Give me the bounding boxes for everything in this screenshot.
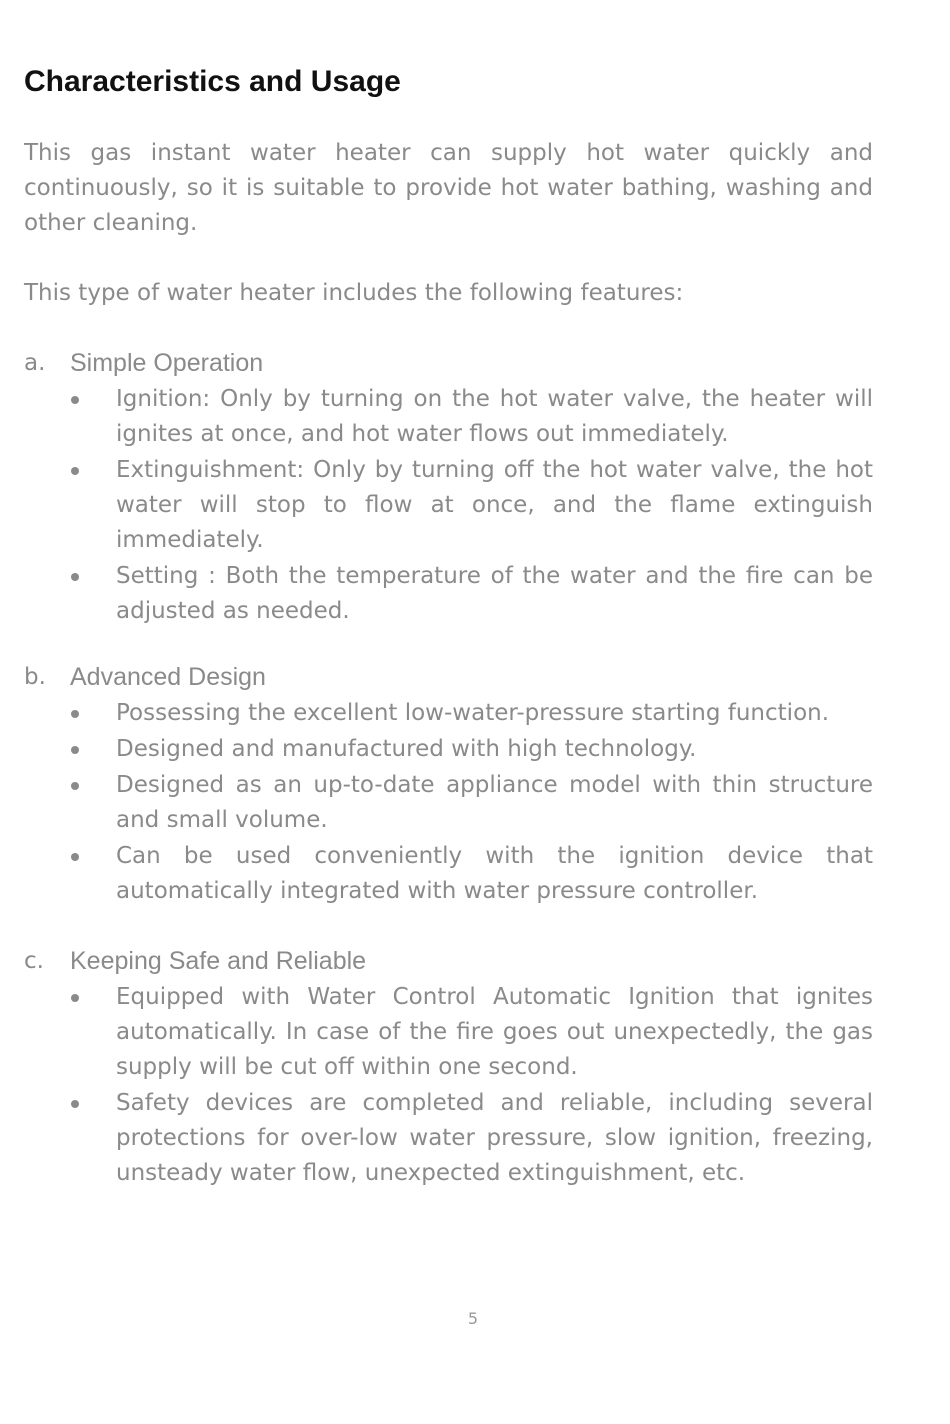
list-item <box>24 453 873 558</box>
list-item <box>24 839 873 909</box>
section-title: Advanced Design <box>70 663 266 691</box>
section-keeping-safe-and-reliable <box>24 944 873 1192</box>
bullet-icon <box>71 853 79 861</box>
section-heading <box>24 660 873 696</box>
bullet-list <box>24 696 873 909</box>
list-item-text: Equipped with Water Control Automatic Ignition that ignites automatically. In case of the fire goes out unexpectedly, the gas supply will be cut off within one second. <box>116 984 873 1080</box>
section-letter: b. <box>24 664 46 690</box>
list-item <box>24 732 873 767</box>
list-item-text: Ignition: Only by turning on the hot water valve, the heater will ignites at once, and hot water flows out immediately. <box>116 386 873 447</box>
bullet-icon <box>71 1100 79 1108</box>
list-item-text: Designed as an up-to-date appliance model with thin structure and small volume. <box>116 772 873 833</box>
bullet-list <box>24 980 873 1191</box>
bullet-icon <box>71 710 79 718</box>
bullet-icon <box>71 746 79 754</box>
features-intro-paragraph: This type of water heater includes the following features: <box>24 280 684 306</box>
bullet-icon <box>71 994 79 1002</box>
list-item <box>24 559 873 629</box>
section-title: Keeping Safe and Reliable <box>70 947 367 975</box>
section-advanced-design <box>24 660 873 910</box>
bullet-icon <box>71 396 79 404</box>
list-item-text: Safety devices are completed and reliable, including several protections for over-low water pressure, slow ignition, freezing, unsteady water flow, unexpected extinguishment, etc. <box>116 1090 873 1186</box>
list-item <box>24 1086 873 1191</box>
bullet-icon <box>71 467 79 475</box>
list-item-text: Possessing the excellent low-water-pressure starting function. <box>116 700 830 726</box>
section-heading <box>24 346 873 382</box>
section-letter: a. <box>24 350 46 376</box>
section-simple-operation <box>24 346 873 630</box>
page-title: Characteristics and Usage <box>24 65 401 98</box>
section-letter: c. <box>24 948 44 974</box>
bullet-list <box>24 382 873 629</box>
section-heading <box>24 944 873 980</box>
section-title: Simple Operation <box>70 349 264 377</box>
list-item <box>24 980 873 1085</box>
list-item-text: Designed and manufactured with high technology. <box>116 736 697 762</box>
list-item <box>24 382 873 452</box>
list-item-text: Extinguishment: Only by turning off the hot water valve, the hot water will stop to flow at once, and the flame extinguish immediately. <box>116 457 873 553</box>
bullet-icon <box>71 573 79 581</box>
list-item-text: Setting : Both the temperature of the water and the fire can be adjusted as needed. <box>116 563 873 624</box>
list-item <box>24 696 873 731</box>
bullet-icon <box>71 782 79 790</box>
list-item <box>24 768 873 838</box>
page-number: 5 <box>467 1309 479 1328</box>
intro-paragraph: This gas instant water heater can supply hot water quickly and continuously, so it is suitable to provide hot water bathing, washing and other cleaning. <box>24 140 873 236</box>
list-item-text: Can be used conveniently with the ignition device that automatically integrated with water pressure controller. <box>116 843 873 904</box>
